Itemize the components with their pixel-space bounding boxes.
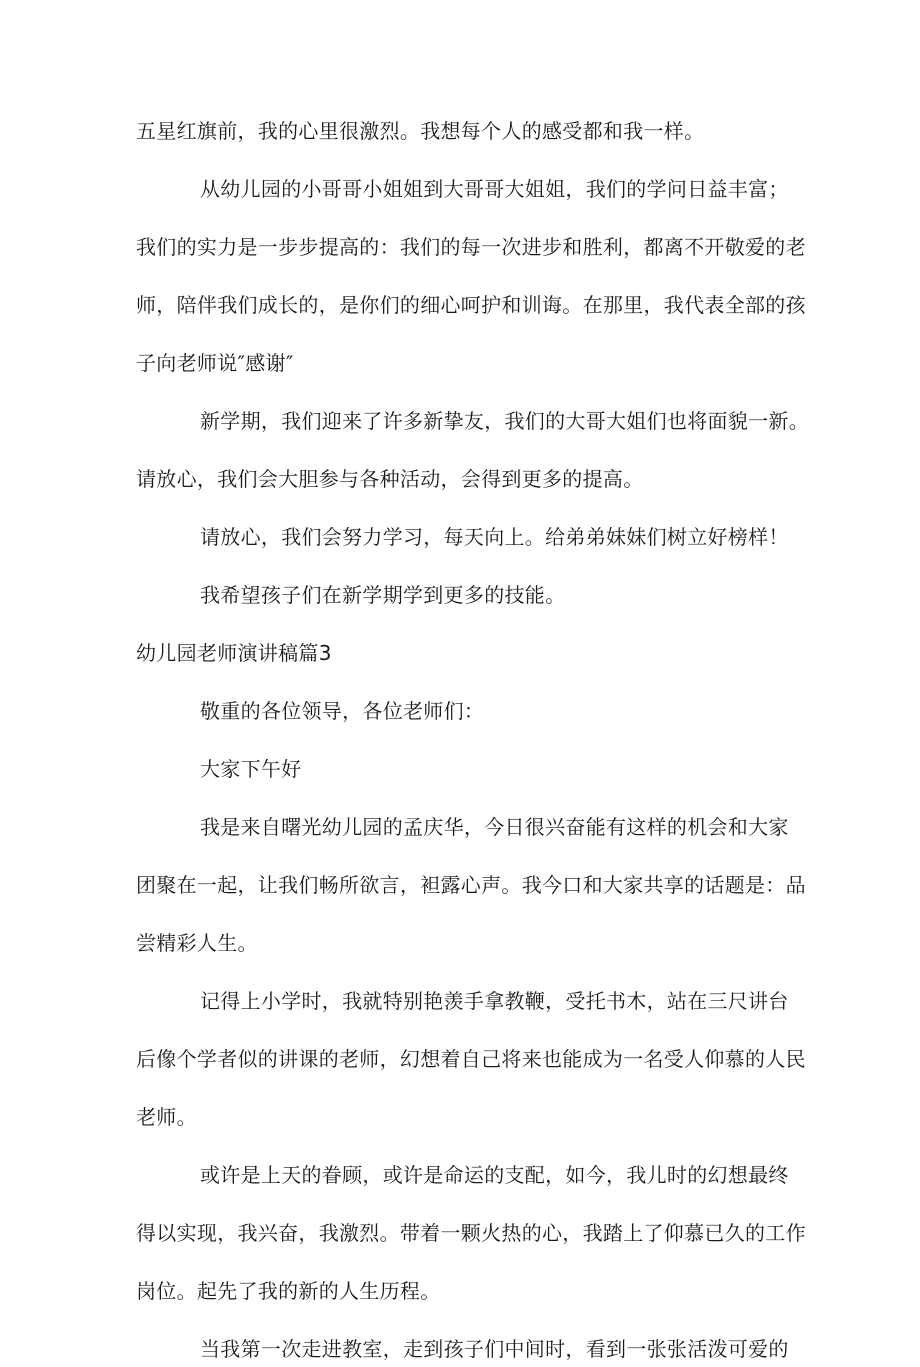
section-heading: 幼儿园老师演讲稿篇3 [136,641,332,665]
paragraph-line: 从幼儿园的小哥哥小姐姐到大哥哥大姐姐，我们的学问日益丰富； [200,177,789,201]
paragraph-line: 后像个学者似的讲课的老师，幻想着自己将来也能成为一名受人仰慕的人民 [136,1047,806,1071]
paragraph-line: 我是来自曙光幼儿园的孟庆华，今日很兴奋能有这样的机会和大家 [200,815,789,839]
paragraph-line: 尝精彩人生。 [136,931,258,955]
paragraph-line: 五星红旗前，我的心里很激烈。我想每个人的感受都和我一样。 [136,119,705,143]
paragraph-line: 团聚在一起，让我们畅所欲言，袒露心声。我今口和大家共享的话题是：品 [136,873,806,897]
paragraph-line: 新学期，我们迎来了许多新挚友，我们的大哥大姐们也将面貌一新。 [200,409,809,433]
paragraph-line: 岗位。起先了我的新的人生历程。 [136,1279,441,1303]
paragraph-line: 子向老师说″感谢″ [136,351,294,375]
paragraph-line: 请放心，我们会努力学习，每天向上。给弟弟妹妹们树立好榜样！ [200,525,789,549]
paragraph-line: 当我第一次走进教室，走到孩子们中间时，看到一张张活泼可爱的 [200,1337,789,1361]
paragraph-line: 记得上小学时，我就特别艳羡手拿教鞭，受托书木，站在三尺讲台 [200,989,789,1013]
paragraph-line: 我们的实力是一步步提高的：我们的每一次进步和胜利，都离不开敬爱的老 [136,235,806,259]
paragraph-line: 师，陪伴我们成长的，是你们的细心呵护和训诲。在那里，我代表全部的孩 [136,293,806,317]
paragraph-line: 请放心，我们会大胆参与各种活动，会得到更多的提高。 [136,467,644,491]
paragraph-line: 老师。 [136,1105,197,1129]
paragraph-line: 我希望孩子们在新学期学到更多的技能。 [200,583,566,607]
salutation-line: 敬重的各位领导，各位老师们： [200,699,485,723]
document-body [136,113,809,1367]
paragraph-line: 或许是上天的眷顾，或许是命运的支配，如今，我儿时的幻想最终 [200,1163,789,1187]
paragraph-line: 得以实现，我兴奋，我激烈。带着一颗火热的心，我踏上了仰慕已久的工作 [136,1221,806,1245]
greeting-line: 大家下午好 [200,757,302,781]
